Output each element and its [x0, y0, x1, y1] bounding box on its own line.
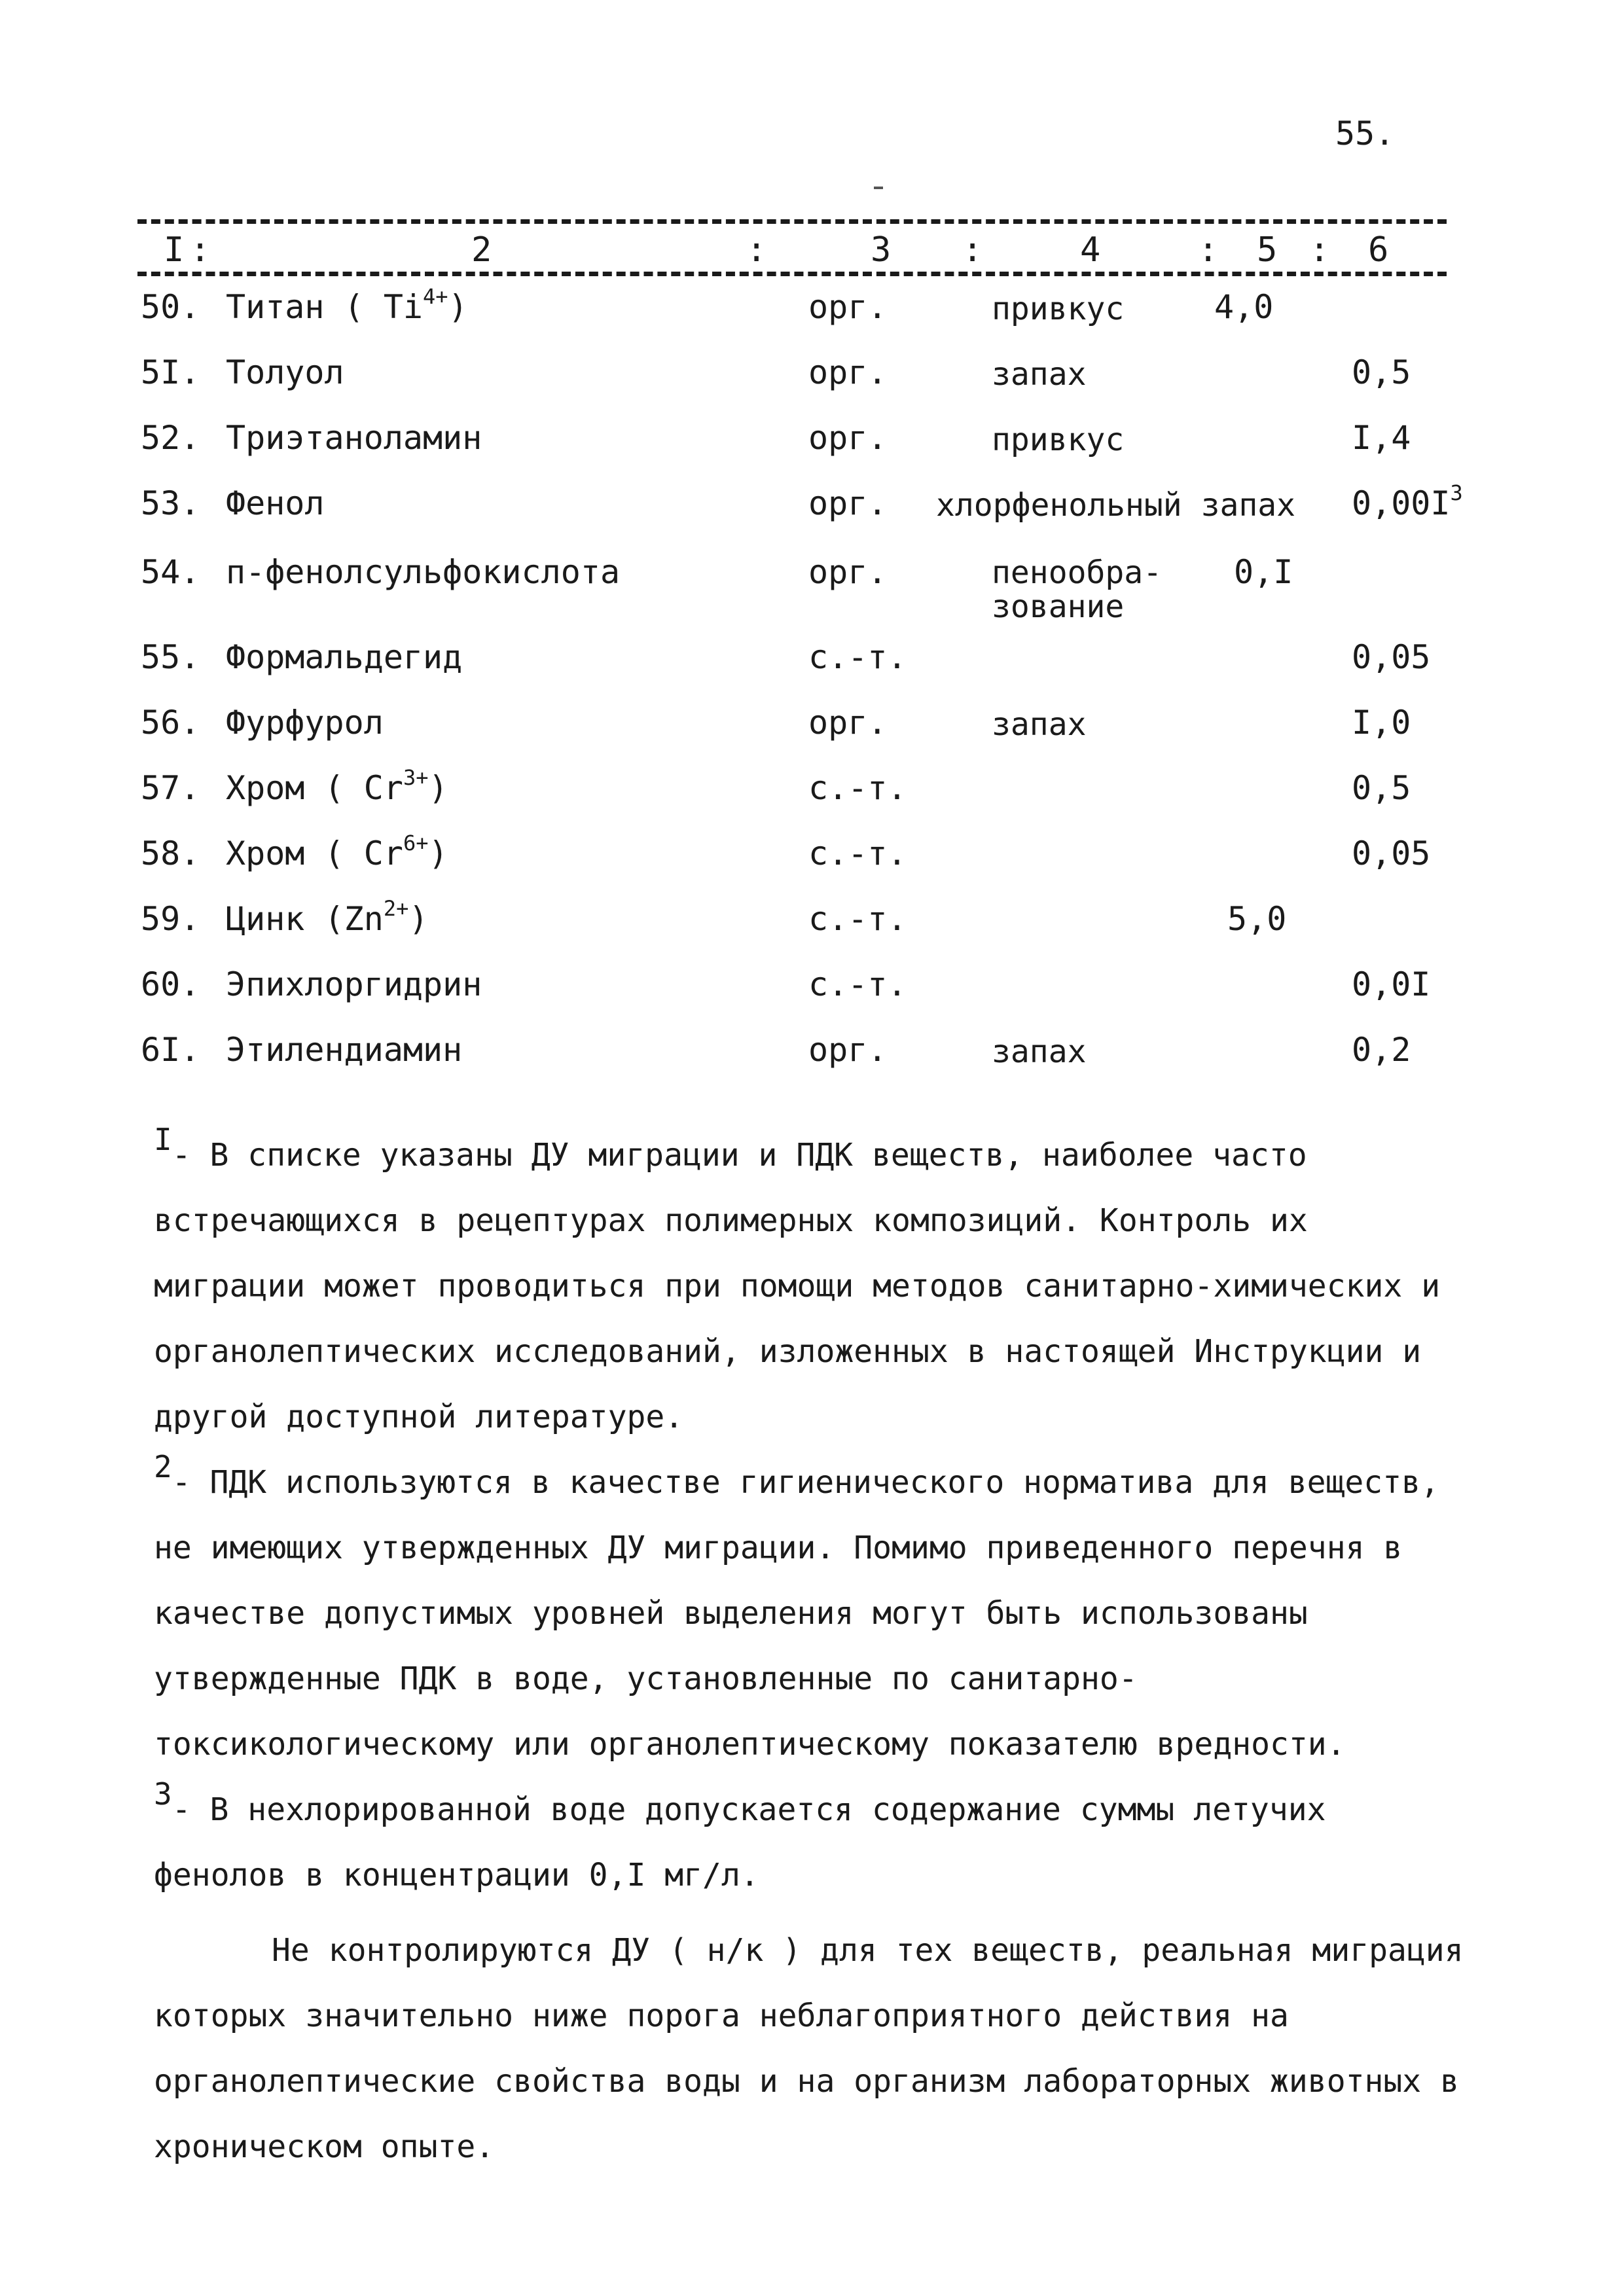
limit-type: орг. [808, 553, 888, 591]
du-migration-value: 5,0 [1227, 900, 1287, 938]
header-col-6: 6 [1368, 230, 1389, 270]
table-row [141, 480, 1463, 543]
harmfulness-indicator: хлорфенольный запах [936, 487, 1296, 524]
table-row [141, 419, 1450, 478]
row-number: 5I. [141, 353, 200, 391]
footnote-text: - В списке указаны ДУ миграции и ПДК веществ, наиболее часто встречающихся в рецептурах полимерных композиций. Контроль их миграции может проводиться при помощи методов санитарно-химических и органолептических исследований, изложенных в настоящей Инструкции и другой доступной литературе. [154, 1137, 1441, 1435]
header-col-1: I [164, 230, 185, 270]
substance-name: Фурфурол [226, 704, 384, 742]
pdk-value: 0,05 [1352, 834, 1431, 872]
footnote-text: - ПДК используются в качестве гигиенического норматива для веществ, не имеющих утвержденных ДУ миграции. Помимо приведенного перечня в качестве допустимых уровней выделения могут быть использованы утвержденные ПДК в воде, установленные по санитарно-токсикологическому или органолептическому показателю вредности. [154, 1464, 1439, 1763]
limit-type: с.-т. [808, 900, 907, 938]
substance-name: Титан ( $Ti^{4+}$) [226, 284, 468, 326]
du-migration-value: 4,0 [1214, 288, 1274, 326]
table-row [141, 765, 1450, 828]
pdk-value: I,0 [1352, 704, 1411, 742]
row-number: 6I. [141, 1031, 200, 1069]
header-sep: : [962, 230, 983, 270]
limit-type: орг. [808, 419, 888, 457]
pdk-value: 0,0I [1352, 965, 1431, 1003]
harmfulness-indicator: привкус [992, 422, 1125, 458]
table-row [141, 704, 1450, 762]
row-number: 53. [141, 484, 200, 522]
footnote-ref: 3 [1450, 480, 1463, 505]
harmfulness-indicator: запах [992, 1033, 1087, 1070]
substance-name: Хром ( $Cr^{3+}$) [226, 765, 448, 807]
row-number: 57. [141, 769, 200, 807]
row-number: 52. [141, 419, 200, 457]
limit-type: орг. [808, 1031, 888, 1069]
limit-type: с.-т. [808, 965, 907, 1003]
row-number: 59. [141, 900, 200, 938]
table-row [141, 284, 1450, 347]
substance-name: п-фенолсульфокислота [226, 553, 621, 591]
limit-type: орг. [808, 353, 888, 391]
limit-type: с.-т. [808, 834, 907, 872]
footnote-2 [154, 1450, 1476, 1777]
footnote-marker: 2 [154, 1449, 172, 1484]
page-number: 55. [1335, 115, 1395, 152]
row-number: 55. [141, 638, 200, 676]
substance-name: Фенол [226, 484, 325, 522]
header-col-3: 3 [871, 230, 892, 270]
harmfulness-indicator: привкус [992, 291, 1125, 327]
du-migration-value: 0,I [1234, 553, 1293, 591]
table-header [137, 223, 1447, 275]
pdk-value: 0,2 [1352, 1031, 1411, 1069]
pdk-value: 0,5 [1352, 353, 1411, 391]
header-col-5: 5 [1257, 230, 1278, 270]
pdk-value: 0,05 [1352, 638, 1431, 676]
substance-name: Хром ( $Cr^{6+}$) [226, 831, 448, 872]
row-number: 54. [141, 553, 200, 591]
header-sep: : [1309, 230, 1330, 270]
table-row [141, 553, 1450, 645]
footnote-3 [154, 1777, 1476, 1908]
closing-paragraph: Не контролируются ДУ ( н/к ) для тех веществ, реальная миграция которых значительно ниже порога неблагоприятного действия на органолептические свойства воды и на организм лабораторных животных в хроническом опыте. [154, 1932, 1464, 2165]
substance-name: Толуол [226, 353, 344, 391]
limit-type: орг. [808, 288, 888, 326]
header-sep: : [1198, 230, 1219, 270]
table-row [141, 831, 1450, 893]
table-row [141, 896, 1450, 959]
table-row [141, 965, 1450, 1024]
pdk-value: $0,00I^3$ [1352, 480, 1463, 522]
substance-name: Цинк $(Zn^{2+})$ [226, 896, 429, 938]
limit-type: с.-т. [808, 638, 907, 676]
row-number: 50. [141, 288, 200, 326]
table-row [141, 353, 1450, 412]
header-col-4: 4 [1080, 230, 1101, 270]
pdk-value: 0,5 [1352, 769, 1411, 807]
limit-type: орг. [808, 484, 888, 522]
limit-type: орг. [808, 704, 888, 742]
limit-type: с.-т. [808, 769, 907, 807]
footnote-marker: I [154, 1122, 172, 1157]
harmfulness-indicator: пенообра- зование [992, 554, 1163, 625]
pdk-value: I,4 [1352, 419, 1411, 457]
substance-name: Триэтаноламин [226, 419, 482, 457]
substance-name: Этилендиамин [226, 1031, 463, 1069]
table-row [141, 638, 1450, 697]
header-col-2: 2 [471, 230, 492, 270]
scan-mark [874, 187, 883, 189]
substance-name: Эпихлоргидрин [226, 965, 482, 1003]
header-sep: : [746, 230, 767, 270]
footnote-text: - В нехлорированной воде допускается содержание суммы летучих фенолов в концентрации 0,I мг/л. [154, 1791, 1326, 1893]
table-row [141, 1031, 1450, 1090]
header-bottom-rule [137, 272, 1447, 276]
footnote-marker: 3 [154, 1776, 172, 1812]
substance-name: Формальдегид [226, 638, 463, 676]
row-number: 60. [141, 965, 200, 1003]
footnote-1 [154, 1122, 1476, 1450]
row-number: 58. [141, 834, 200, 872]
harmfulness-indicator: запах [992, 706, 1087, 743]
header-sep: : [190, 230, 211, 270]
row-number: 56. [141, 704, 200, 742]
harmfulness-indicator: запах [992, 356, 1087, 393]
